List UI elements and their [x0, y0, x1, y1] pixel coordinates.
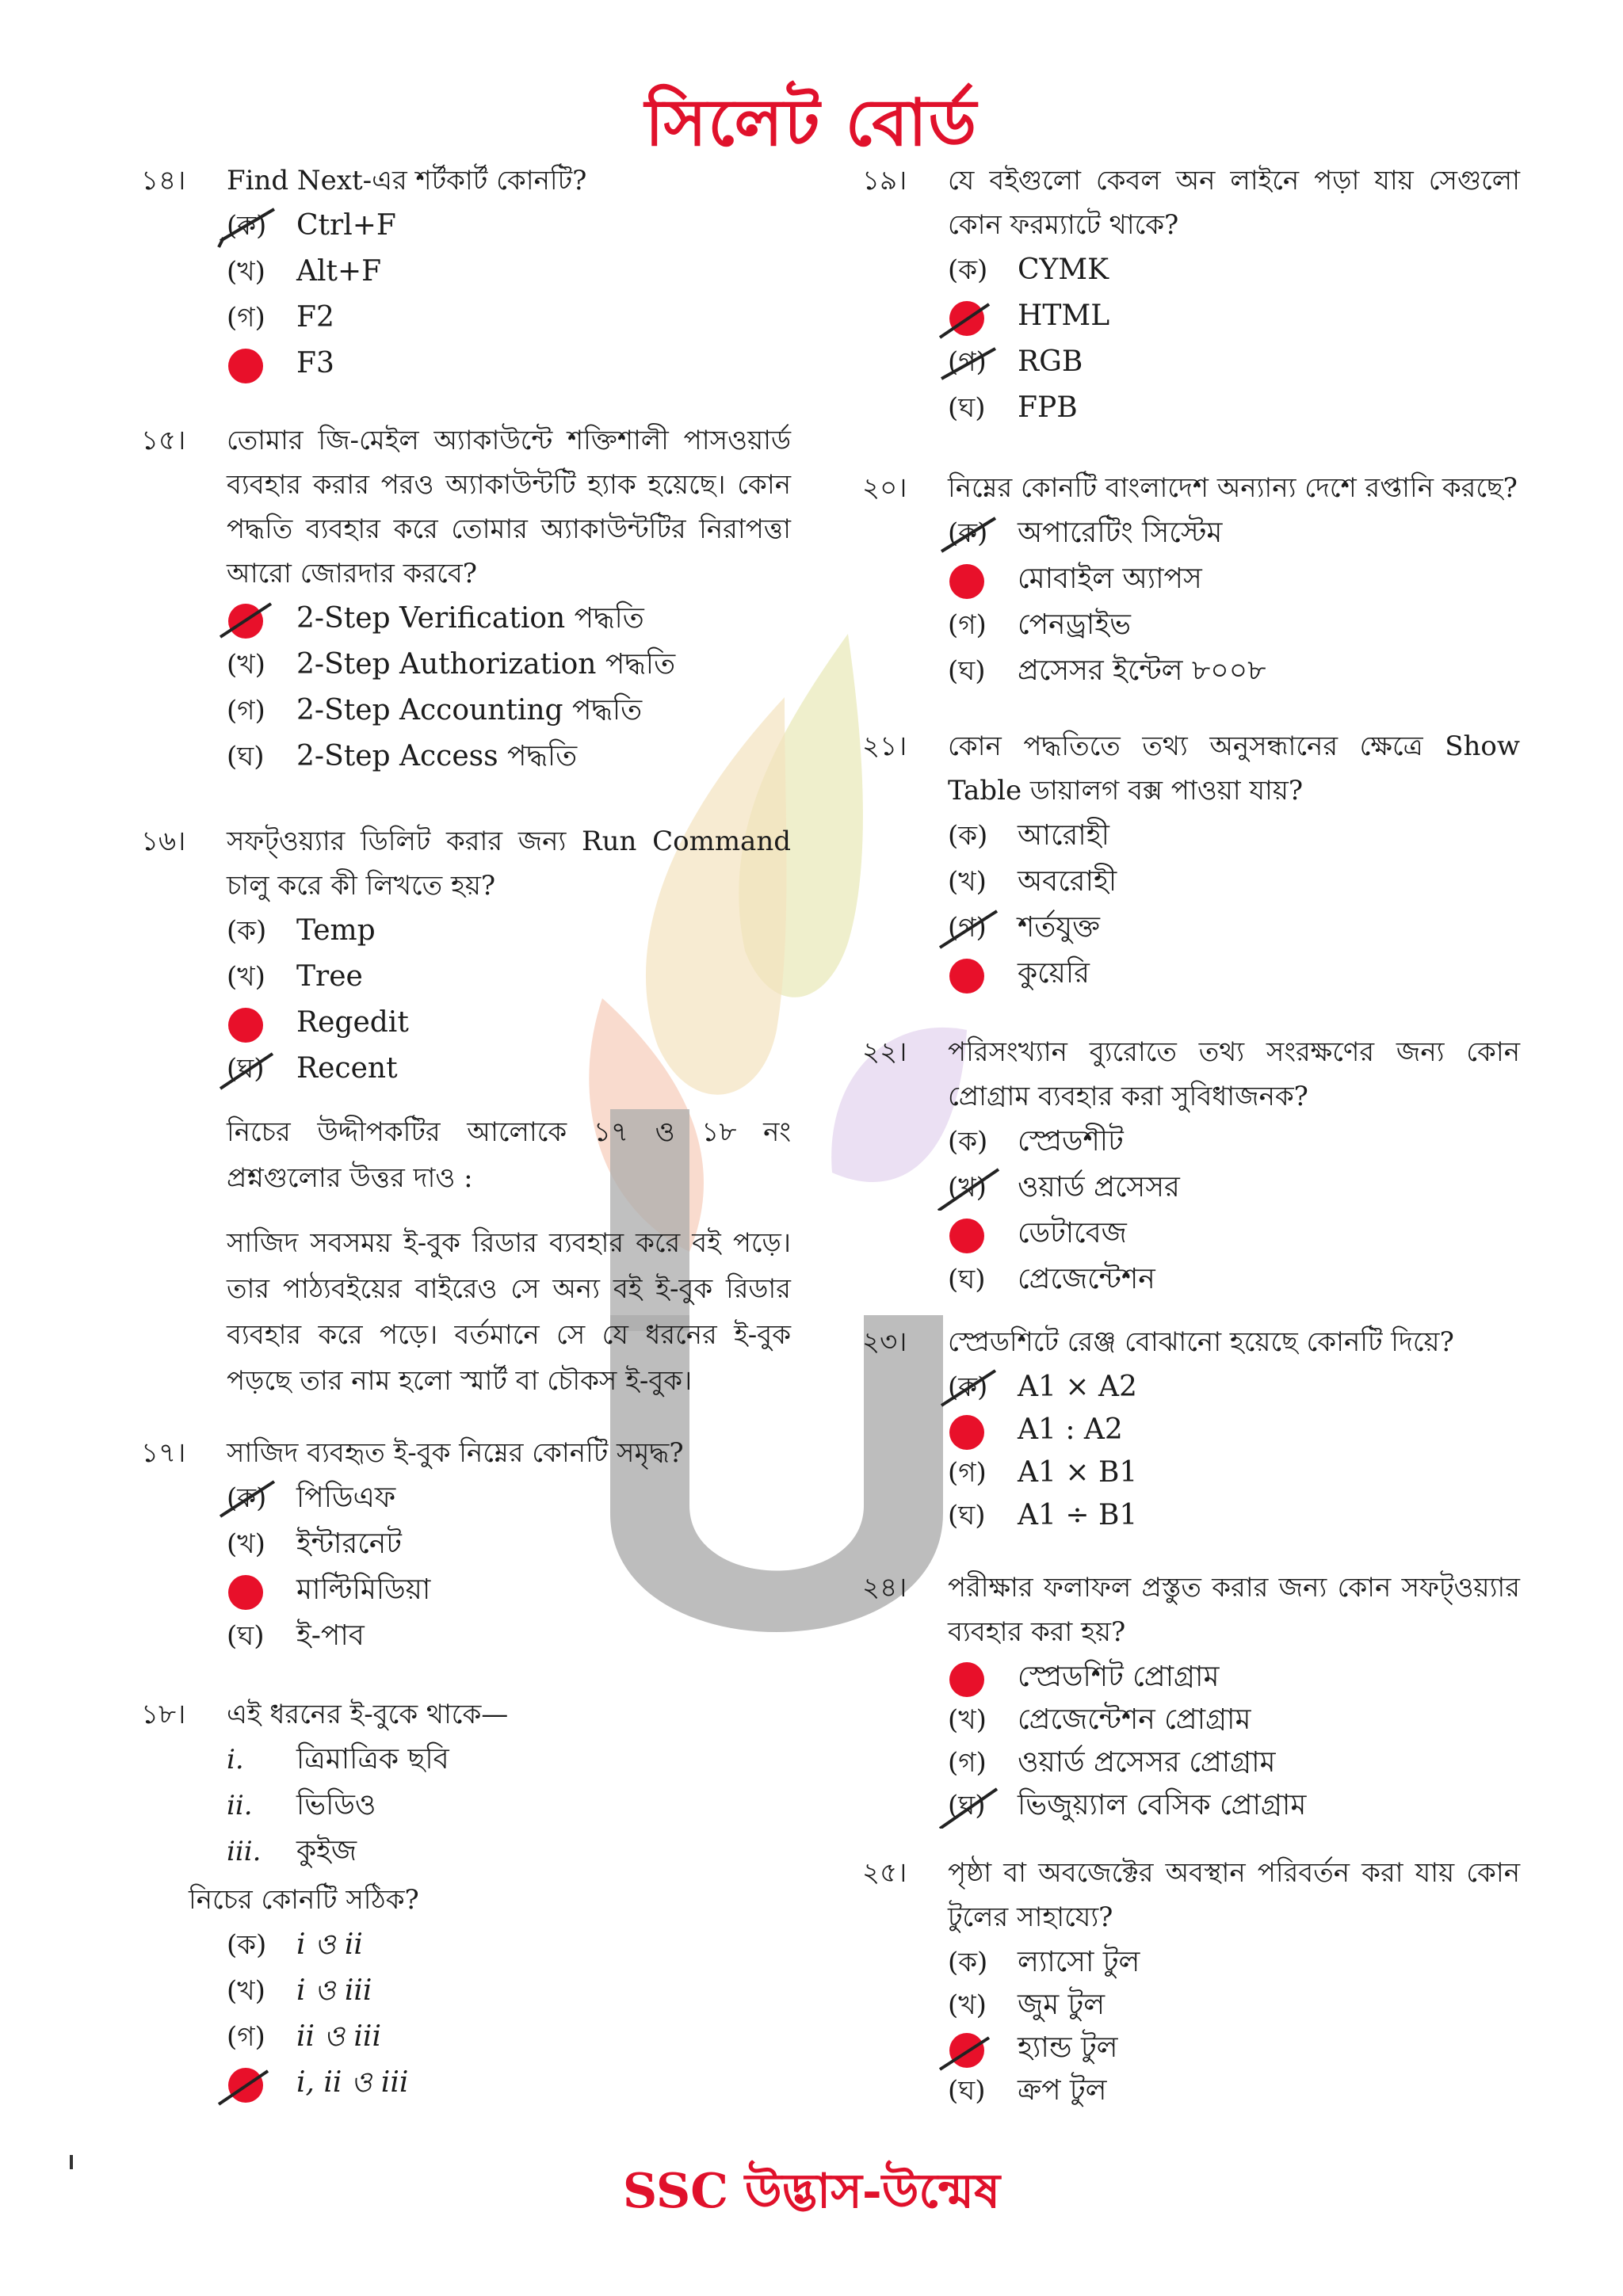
pen-tick-icon — [937, 512, 1000, 556]
option-text: জুম টুল — [1018, 1989, 1106, 2021]
statement-text: ভিডিও — [296, 1789, 376, 1821]
option-text: প্রেজেন্টেশন — [1018, 1263, 1155, 1295]
option-label: (ক) — [948, 254, 988, 286]
option-text: পিডিএফ — [296, 1482, 396, 1514]
answer-dot-icon — [949, 959, 984, 994]
option-label: (ক) — [227, 915, 267, 947]
option-text: মোবাইল অ্যাপস — [1018, 563, 1202, 595]
option-label: (খ) — [227, 256, 265, 288]
option-ka — [948, 1654, 1520, 1697]
option-label: (গ) — [227, 695, 265, 727]
option-text: Recent — [296, 1052, 398, 1085]
option-label: (গ) — [948, 1457, 987, 1489]
option-kha — [948, 1697, 1520, 1740]
option-text: i ও ii — [296, 1928, 363, 1961]
option-gha — [227, 2060, 791, 2106]
option-kha — [227, 642, 791, 688]
option-ka — [948, 1119, 1520, 1165]
question-21 — [862, 724, 1520, 997]
option-text: Ctrl+F — [296, 209, 396, 242]
question-23 — [862, 1320, 1520, 1535]
option-kha — [948, 293, 1520, 339]
option-ka — [948, 247, 1520, 293]
question-20 — [862, 466, 1520, 694]
option-ka — [227, 203, 791, 249]
option-label: (ক) — [227, 210, 267, 242]
option-text: A1 × A2 — [1018, 1371, 1137, 1403]
option-ga — [948, 1740, 1520, 1783]
option-label: (ক) — [227, 1929, 267, 1961]
option-text: ইন্টারনেট — [296, 1527, 402, 1560]
pen-tick-icon — [937, 1784, 1000, 1829]
question-text: পরিসংখ্যান ব্যুরোতে তথ্য সংরক্ষণের জন্য কোন প্রোগ্রাম ব্যবহার করা সুবিধাজনক? — [948, 1036, 1520, 1112]
option-ka — [227, 596, 791, 642]
question-19 — [862, 158, 1520, 431]
option-text: ii ও iii — [296, 2020, 381, 2053]
statement-label: i. — [227, 1744, 244, 1775]
option-text: প্রেজেন্টেশন প্রোগ্রাম — [1018, 1703, 1251, 1736]
option-text: ল্যাসো টুল — [1018, 1946, 1140, 1978]
option-text: স্প্রেডশিট প্রোগ্রাম — [1018, 1661, 1220, 1693]
option-text: 2-Step Verification পদ্ধতি — [296, 602, 644, 635]
question-14 — [141, 158, 791, 387]
option-kha — [227, 954, 791, 1000]
pen-tick-icon — [216, 1047, 279, 1092]
option-gha — [227, 734, 791, 780]
option-ga — [227, 295, 791, 341]
answer-dot-icon — [228, 1008, 263, 1043]
option-text: অবরোহী — [1018, 865, 1117, 898]
option-ga — [948, 602, 1520, 648]
option-text: 2-Step Authorization পদ্ধতি — [296, 648, 676, 681]
question-25 — [862, 1851, 1520, 2111]
question-text: সাজিদ ব্যবহৃত ই-বুক নিম্নের কোনটি সমৃদ্ধ? — [227, 1437, 684, 1469]
pen-tick-icon — [937, 2027, 1000, 2071]
option-label: (গ) — [948, 346, 987, 378]
option-text: Alt+F — [296, 255, 382, 288]
option-text: পেনড্রাইভ — [1018, 608, 1131, 641]
option-ka — [227, 1475, 791, 1521]
answer-dot-icon — [949, 564, 984, 599]
option-kha — [948, 1982, 1520, 2025]
option-ga — [948, 905, 1520, 951]
option-text: অপারেটিং সিস্টেম — [1018, 517, 1223, 549]
pen-tick-icon — [216, 204, 279, 249]
answer-dot-icon — [228, 1575, 263, 1610]
option-label: (গ) — [227, 2021, 265, 2053]
statement-label: iii. — [227, 1836, 262, 1867]
question-number: ২২। — [862, 1036, 907, 1068]
option-text: CYMK — [1018, 254, 1109, 286]
option-ga — [227, 1567, 791, 1613]
option-gha — [227, 1046, 791, 1092]
option-ga — [948, 339, 1520, 385]
option-ka — [948, 510, 1520, 556]
question-number: ১৭। — [141, 1437, 186, 1469]
answer-dot-icon — [228, 349, 263, 383]
option-ka — [948, 1939, 1520, 1982]
option-text: ই-পাব — [296, 1619, 365, 1652]
question-prompt: নিচের কোনটি সঠিক? — [189, 1884, 419, 1916]
option-kha — [227, 1521, 791, 1567]
question-16 — [141, 819, 791, 1092]
question-text: স্প্রেডশিটে রেঞ্জ বোঝানো হয়েছে কোনটি দিয়ে? — [948, 1326, 1454, 1358]
statement-text: কুইজ — [296, 1835, 357, 1867]
option-ga — [227, 2014, 791, 2060]
option-gha — [227, 341, 791, 387]
option-label: (গ) — [948, 609, 987, 641]
statement-label: ii. — [227, 1790, 253, 1821]
option-text: হ্যান্ড টুল — [1018, 2031, 1118, 2064]
statement-i — [227, 1737, 791, 1783]
option-text: HTML — [1018, 299, 1110, 332]
question-text: নিম্নের কোনটি বাংলাদেশ অন্যান্য দেশে রপ্তানি করছে? — [948, 472, 1518, 504]
option-kha — [948, 1165, 1520, 1211]
page-title: সিলেট বোর্ড — [645, 86, 978, 161]
option-text: ওয়ার্ড প্রসেসর — [1018, 1171, 1180, 1203]
option-label: (ক) — [948, 1371, 988, 1403]
option-ka — [227, 1922, 791, 1968]
option-ga — [948, 2025, 1520, 2068]
option-label: (ক) — [948, 517, 988, 549]
question-text: এই ধরনের ই-বুকে থাকে— — [227, 1699, 509, 1730]
option-label: (খ) — [948, 1989, 987, 2021]
question-text: যে বইগুলো কেবল অন লাইনে পড়া যায় সেগুলো কোন ফরম্যাটে থাকে? — [948, 165, 1520, 241]
pen-tick-icon — [937, 906, 1000, 951]
option-text: F2 — [296, 301, 334, 334]
question-17 — [141, 1431, 791, 1659]
statement-iii — [227, 1829, 791, 1875]
option-text: মাল্টিমিডিয়া — [296, 1573, 431, 1606]
stimulus-body: সাজিদ সবসময় ই-বুক রিডার ব্যবহার করে বই পড়ে। তার পাঠ্যবইয়ের বাইরেও সে অন্য বই ই-বুক রিডার ব্যবহার করে পড়ে। বর্তমানে সে যে ধরনের ই-বুক পড়ছে তার নাম হলো স্মার্ট বা চৌকস ই-বুক। — [227, 1227, 791, 1397]
option-kha — [227, 249, 791, 295]
option-text: প্রসেসর ইন্টেল ৮০০৮ — [1018, 654, 1266, 687]
question-number: ১৬। — [141, 826, 186, 857]
option-label: (ঘ) — [948, 1790, 986, 1821]
option-ga — [948, 1450, 1520, 1493]
statement-text: ত্রিমাত্রিক ছবি — [296, 1743, 449, 1775]
question-22 — [862, 1030, 1520, 1302]
pen-tick-icon — [216, 2061, 279, 2106]
option-label: (ক) — [948, 1947, 988, 1978]
pen-tick-icon — [216, 1477, 279, 1521]
option-text: কুয়েরি — [1018, 957, 1090, 990]
option-label: (ক) — [948, 1126, 988, 1158]
option-kha — [948, 859, 1520, 905]
option-text: Temp — [296, 914, 376, 947]
option-label: (গ) — [948, 1747, 987, 1779]
option-text: 2-Step Access পদ্ধতি — [296, 740, 578, 772]
option-label: (খ) — [948, 866, 987, 898]
pen-tick-icon — [216, 597, 279, 642]
option-text: ডেটাবেজ — [1018, 1217, 1127, 1249]
question-text: তোমার জি-মেইল অ্যাকাউন্টে শক্তিশালী পাসওয়ার্ড ব্যবহার করার পরও অ্যাকাউন্টটি হ্যাক হয়েছে। কোন পদ্ধতি ব্যবহার করে তোমার অ্যাকাউন্টটির নিরাপত্তা আরো জোরদার করবে? — [227, 425, 791, 589]
question-15 — [141, 418, 791, 780]
option-label: (ঘ) — [948, 655, 986, 687]
option-text: i ও iii — [296, 1974, 372, 2007]
option-label: (ঘ) — [227, 1053, 265, 1085]
question-number: ১৮। — [141, 1699, 186, 1730]
option-label: (গ) — [948, 912, 987, 944]
option-ka — [227, 908, 791, 954]
option-label: (ঘ) — [948, 1264, 986, 1295]
pen-tick-icon — [937, 1166, 1000, 1211]
question-18 — [141, 1692, 791, 2106]
question-24 — [862, 1566, 1520, 1825]
question-text: কোন পদ্ধতিতে তথ্য অনুসন্ধানের ক্ষেত্রে Show Table ডায়ালগ বক্স পাওয়া যায়? — [948, 730, 1520, 807]
answer-dot-icon — [949, 1662, 984, 1697]
option-ga — [227, 1000, 791, 1046]
option-text: FPB — [1018, 391, 1078, 424]
option-kha — [227, 1968, 791, 2014]
option-text: স্প্রেডশীট — [1018, 1125, 1124, 1158]
option-text: A1 : A2 — [1018, 1413, 1123, 1446]
option-text: RGB — [1018, 345, 1083, 378]
option-label: (ঘ) — [948, 1500, 986, 1531]
option-label: (ক) — [948, 820, 988, 852]
option-text: ওয়ার্ড প্রসেসর প্রোগ্রাম — [1018, 1746, 1276, 1779]
question-number: ২০। — [862, 472, 907, 504]
pen-tick-icon — [937, 1366, 1000, 1410]
option-gha — [948, 2068, 1520, 2111]
option-label: (ঘ) — [948, 392, 986, 424]
option-ga — [227, 688, 791, 734]
question-number: ২৫। — [862, 1857, 907, 1889]
pen-tick-icon — [937, 341, 1000, 385]
answer-dot-icon — [949, 1219, 984, 1253]
option-label: (খ) — [227, 961, 265, 993]
option-kha — [948, 1407, 1520, 1450]
option-gha — [227, 1613, 791, 1659]
option-gha — [948, 1493, 1520, 1535]
option-label: (খ) — [227, 1528, 265, 1560]
option-kha — [948, 556, 1520, 602]
option-text: আরোহী — [1018, 819, 1109, 852]
question-number: ১৪। — [141, 165, 186, 196]
question-number: ২৩। — [862, 1326, 907, 1358]
option-label: (খ) — [227, 1975, 265, 2007]
option-gha — [948, 1783, 1520, 1825]
stimulus-intro: নিচের উদ্দীপকটির আলোকে ১৭ ও ১৮ নং প্রশ্নগুলোর উত্তর দাও : — [227, 1116, 791, 1194]
question-text: Find Next-এর শর্টকার্ট কোনটি? — [227, 165, 587, 196]
option-text: i, ii ও iii — [296, 2066, 409, 2099]
statement-ii — [227, 1783, 791, 1829]
option-gha — [948, 951, 1520, 997]
option-text: Regedit — [296, 1006, 409, 1039]
option-ka — [948, 1364, 1520, 1407]
option-gha — [948, 1257, 1520, 1302]
question-number: ১৯। — [862, 165, 907, 196]
option-label: (খ) — [948, 1704, 987, 1736]
question-text: পরীক্ষার ফলাফল প্রস্তুত করার জন্য কোন সফট্ওয়্যার ব্যবহার করা হয়? — [948, 1572, 1520, 1648]
footer-brand: SSC উদ্ভাস-উন্মেষ — [622, 2164, 1001, 2219]
option-label: (খ) — [227, 649, 265, 681]
pen-tick-icon — [937, 295, 1000, 339]
option-label: (গ) — [227, 302, 265, 334]
option-text: 2-Step Accounting পদ্ধতি — [296, 694, 643, 727]
option-label: (ঘ) — [948, 2075, 986, 2107]
question-number: ১৫। — [141, 425, 186, 456]
option-text: শর্তযুক্ত — [1018, 911, 1101, 944]
option-text: A1 × B1 — [1018, 1456, 1138, 1489]
option-gha — [948, 648, 1520, 694]
question-text: সফট্ওয়্যার ডিলিট করার জন্য Run Command চালু করে কী লিখতে হয়? — [227, 826, 791, 902]
option-label: (ক) — [227, 1482, 267, 1514]
option-text: ভিজুয়্যাল বেসিক প্রোগ্রাম — [1018, 1789, 1307, 1821]
option-text: Tree — [296, 960, 363, 993]
option-text: ক্রপ টুল — [1018, 2074, 1107, 2107]
question-number: ২৪। — [862, 1572, 907, 1604]
option-label: (ঘ) — [227, 741, 265, 772]
option-ka — [948, 813, 1520, 859]
option-text: A1 ÷ B1 — [1018, 1499, 1138, 1531]
option-label: (খ) — [948, 1172, 987, 1203]
option-ga — [948, 1211, 1520, 1257]
question-text: পৃষ্ঠা বা অবজেক্টের অবস্থান পরিবর্তন করা যায় কোন টুলের সাহায্যে? — [948, 1857, 1520, 1933]
stimulus-block — [141, 1109, 791, 1404]
option-gha — [948, 385, 1520, 431]
question-number: ২১। — [862, 730, 907, 762]
option-label: (ঘ) — [227, 1620, 265, 1652]
answer-dot-icon — [949, 1415, 984, 1450]
option-text: F3 — [296, 347, 334, 379]
